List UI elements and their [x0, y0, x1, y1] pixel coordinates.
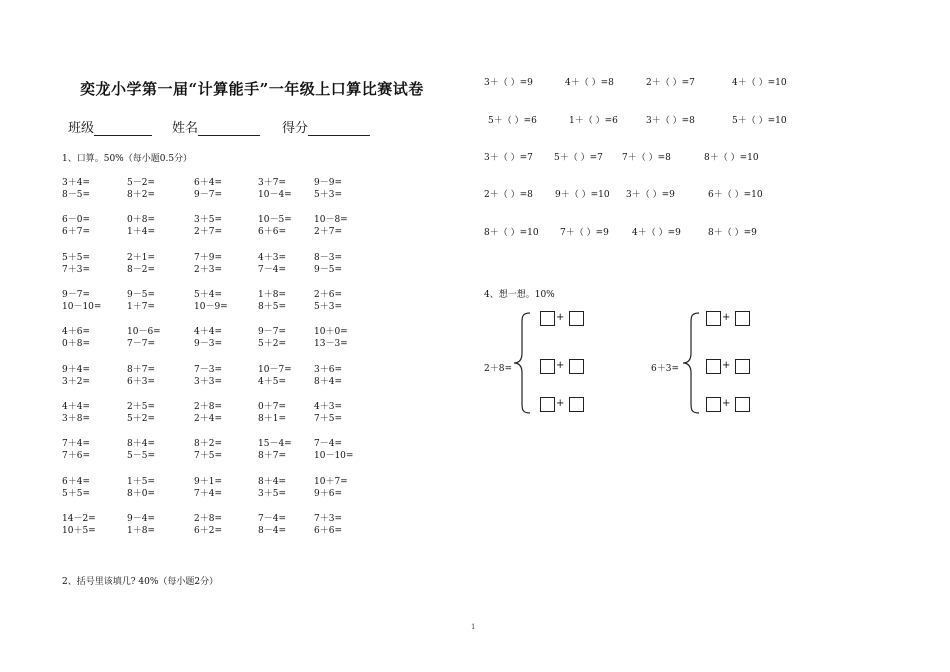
answer-box[interactable] [735, 311, 750, 326]
oral-problem: 10－7= [258, 365, 292, 375]
oral-problem: 1＋7= [127, 302, 155, 312]
oral-problem: 10－10= [314, 451, 354, 461]
oral-problem: 8＋7= [258, 451, 286, 461]
fill-blank-problem[interactable]: 1＋（ ）=6 [569, 116, 618, 126]
oral-problem: 0＋7= [258, 402, 286, 412]
fill-blank-problem[interactable]: 4＋（ ）=9 [632, 228, 681, 238]
oral-problem: 4＋4= [62, 402, 90, 412]
name-label: 姓名 [172, 121, 199, 136]
fill-blank-problem[interactable]: 3＋（ ）=7 [484, 153, 533, 163]
oral-problem: 8－2= [127, 265, 155, 275]
oral-problem: 2＋7= [194, 227, 222, 237]
answer-box[interactable] [735, 359, 750, 374]
oral-problem: 14－2= [62, 514, 96, 524]
answer-box[interactable] [569, 359, 584, 374]
oral-problem: 10＋0= [314, 327, 348, 337]
oral-problem: 10－8= [314, 215, 348, 225]
oral-problem: 0＋8= [62, 339, 90, 349]
oral-problem: 5＋5= [62, 253, 90, 263]
plus-sign: + [722, 360, 731, 371]
oral-problem: 10－5= [258, 215, 292, 225]
score-label: 得分 [282, 121, 309, 136]
oral-problem: 7＋3= [62, 265, 90, 275]
left-brace-icon [512, 311, 532, 415]
oral-problem: 6＋7= [62, 227, 90, 237]
fill-blank-problem[interactable]: 7＋（ ）=9 [560, 228, 609, 238]
oral-problem: 9－3= [194, 339, 222, 349]
oral-problem: 15－4= [258, 439, 292, 449]
oral-problem: 7＋5= [194, 451, 222, 461]
answer-box[interactable] [735, 397, 750, 412]
plus-sign: + [556, 398, 565, 409]
oral-problem: 5＋4= [194, 290, 222, 300]
oral-problem: 8＋2= [127, 190, 155, 200]
oral-problem: 5－2= [127, 178, 155, 188]
oral-problem: 1＋8= [127, 526, 155, 536]
oral-problem: 6＋3= [127, 377, 155, 387]
oral-problem: 1＋8= [258, 290, 286, 300]
oral-problem: 7＋6= [62, 451, 90, 461]
oral-problem: 7＋9= [194, 253, 222, 263]
fill-blank-problem[interactable]: 3＋（ ）=9 [626, 190, 675, 200]
oral-problem: 9－5= [127, 290, 155, 300]
fill-blank-problem[interactable]: 5＋（ ）=10 [732, 116, 787, 126]
oral-problem: 9－5= [314, 265, 342, 275]
oral-problem: 9－7= [194, 190, 222, 200]
oral-problem: 5＋2= [127, 414, 155, 424]
oral-problem: 13－3= [314, 339, 348, 349]
oral-problem: 3＋5= [194, 215, 222, 225]
answer-box[interactable] [706, 359, 721, 374]
fill-blank-problem[interactable]: 4＋（ ）=10 [732, 78, 787, 88]
oral-problem: 2＋1= [127, 253, 155, 263]
answer-box[interactable] [569, 397, 584, 412]
class-blank[interactable] [94, 123, 152, 136]
oral-problem: 5＋3= [314, 302, 342, 312]
oral-problem: 10－4= [258, 190, 292, 200]
answer-box[interactable] [569, 311, 584, 326]
oral-problem: 3＋6= [314, 365, 342, 375]
oral-problem: 6＋4= [62, 477, 90, 487]
oral-problem: 8＋0= [127, 489, 155, 499]
name-blank[interactable] [198, 123, 260, 136]
answer-box[interactable] [540, 311, 555, 326]
fill-blank-problem[interactable]: 8＋（ ）=10 [484, 228, 539, 238]
oral-problem: 9－4= [127, 514, 155, 524]
fill-blank-problem[interactable]: 6＋（ ）=10 [708, 190, 763, 200]
fill-blank-problem[interactable]: 9＋（ ）=10 [555, 190, 610, 200]
oral-problem: 3＋4= [62, 178, 90, 188]
oral-problem: 7－3= [194, 365, 222, 375]
oral-problem: 8－4= [258, 526, 286, 536]
name-field [172, 117, 260, 136]
oral-problem: 6＋6= [258, 227, 286, 237]
oral-problem: 5＋3= [314, 190, 342, 200]
oral-problem: 7＋4= [62, 439, 90, 449]
fill-blank-problem[interactable]: 5＋（ ）=7 [554, 153, 603, 163]
fill-blank-problem[interactable]: 2＋（ ）=8 [484, 190, 533, 200]
oral-problem: 8－3= [314, 253, 342, 263]
oral-problem: 9－7= [258, 327, 286, 337]
score-blank[interactable] [308, 123, 370, 136]
oral-problem: 6－0= [62, 215, 90, 225]
class-field [68, 117, 152, 136]
oral-problem: 8＋2= [194, 439, 222, 449]
oral-problem: 3＋2= [62, 377, 90, 387]
oral-problem: 7－7= [127, 339, 155, 349]
oral-problem: 7＋5= [314, 414, 342, 424]
oral-problem: 8＋7= [127, 365, 155, 375]
oral-problem: 6＋6= [314, 526, 342, 536]
oral-problem: 4＋3= [314, 402, 342, 412]
oral-problem: 3＋3= [194, 377, 222, 387]
oral-problem: 8＋5= [258, 302, 286, 312]
oral-problem: 10＋5= [62, 526, 96, 536]
oral-problem: 8＋4= [258, 477, 286, 487]
oral-problem: 8－5= [62, 190, 90, 200]
oral-problem: 9＋1= [194, 477, 222, 487]
oral-problem: 4＋6= [62, 327, 90, 337]
plus-sign: + [556, 360, 565, 371]
oral-problem: 10－6= [127, 327, 161, 337]
oral-problem: 8＋1= [258, 414, 286, 424]
oral-problem: 2＋4= [194, 414, 222, 424]
oral-problem: 3＋5= [258, 489, 286, 499]
page-number: 1 [471, 623, 476, 631]
section4-heading: 4、想一想。10% [484, 290, 555, 300]
oral-problem: 6＋4= [194, 178, 222, 188]
oral-problem: 0＋8= [127, 215, 155, 225]
oral-problem: 2＋5= [127, 402, 155, 412]
oral-problem: 10＋7= [314, 477, 348, 487]
oral-problem: 3＋8= [62, 414, 90, 424]
oral-problem: 8＋4= [314, 377, 342, 387]
answer-box[interactable] [540, 397, 555, 412]
oral-problem: 3＋7= [258, 178, 286, 188]
class-label: 班级 [68, 121, 95, 136]
score-field [282, 117, 370, 136]
answer-box[interactable] [706, 311, 721, 326]
oral-problem: 2＋7= [314, 227, 342, 237]
section1-heading: 1、口算。50%（每小题0.5分） [62, 154, 193, 164]
oral-problem: 5＋5= [62, 489, 90, 499]
plus-sign: + [556, 312, 565, 323]
oral-problem: 1＋4= [127, 227, 155, 237]
decompose-right-label: 6＋3= [651, 364, 679, 374]
answer-box[interactable] [706, 397, 721, 412]
oral-problem: 7－4= [314, 439, 342, 449]
fill-blank-problem[interactable]: 7＋（ ）=8 [622, 153, 671, 163]
plus-sign: + [722, 398, 731, 409]
oral-problem: 2＋3= [194, 265, 222, 275]
oral-problem: 4＋5= [258, 377, 286, 387]
exam-title: 奕龙小学第一届“计算能手”一年级上口算比赛试卷 [80, 80, 424, 98]
oral-problem: 2＋6= [314, 290, 342, 300]
oral-problem: 9－9= [314, 178, 342, 188]
fill-blank-problem[interactable]: 3＋（ ）=8 [646, 116, 695, 126]
oral-problem: 5＋2= [258, 339, 286, 349]
right-brace-icon [681, 311, 701, 415]
oral-problem: 2＋8= [194, 514, 222, 524]
oral-problem: 1＋5= [127, 477, 155, 487]
fill-blank-problem[interactable]: 2＋（ ）=7 [646, 78, 695, 88]
oral-problem: 7＋3= [314, 514, 342, 524]
fill-blank-problem[interactable]: 8＋（ ）=9 [708, 228, 757, 238]
oral-problem: 9－7= [62, 290, 90, 300]
oral-problem: 2＋8= [194, 402, 222, 412]
oral-problem: 10－10= [62, 302, 102, 312]
fill-blank-problem[interactable]: 3＋（ ）=9 [484, 78, 533, 88]
oral-problem: 7－4= [258, 514, 286, 524]
oral-problem: 7－4= [258, 265, 286, 275]
oral-problem: 8＋4= [127, 439, 155, 449]
section2-heading: 2、括号里该填几? 40%（每小题2分） [62, 577, 219, 587]
oral-problem: 6＋2= [194, 526, 222, 536]
oral-problem: 9＋6= [314, 489, 342, 499]
oral-problem: 10－9= [194, 302, 228, 312]
fill-blank-problem[interactable]: 8＋（ ）=10 [704, 153, 759, 163]
oral-problem: 4＋4= [194, 327, 222, 337]
decompose-left-label: 2＋8= [484, 364, 512, 374]
fill-blank-problem[interactable]: 5＋（ ）=6 [488, 116, 537, 126]
oral-problem: 4＋3= [258, 253, 286, 263]
oral-problem: 5－5= [127, 451, 155, 461]
oral-problem: 9＋4= [62, 365, 90, 375]
fill-blank-problem[interactable]: 4＋（ ）=8 [565, 78, 614, 88]
answer-box[interactable] [540, 359, 555, 374]
plus-sign: + [722, 312, 731, 323]
oral-problem: 7＋4= [194, 489, 222, 499]
